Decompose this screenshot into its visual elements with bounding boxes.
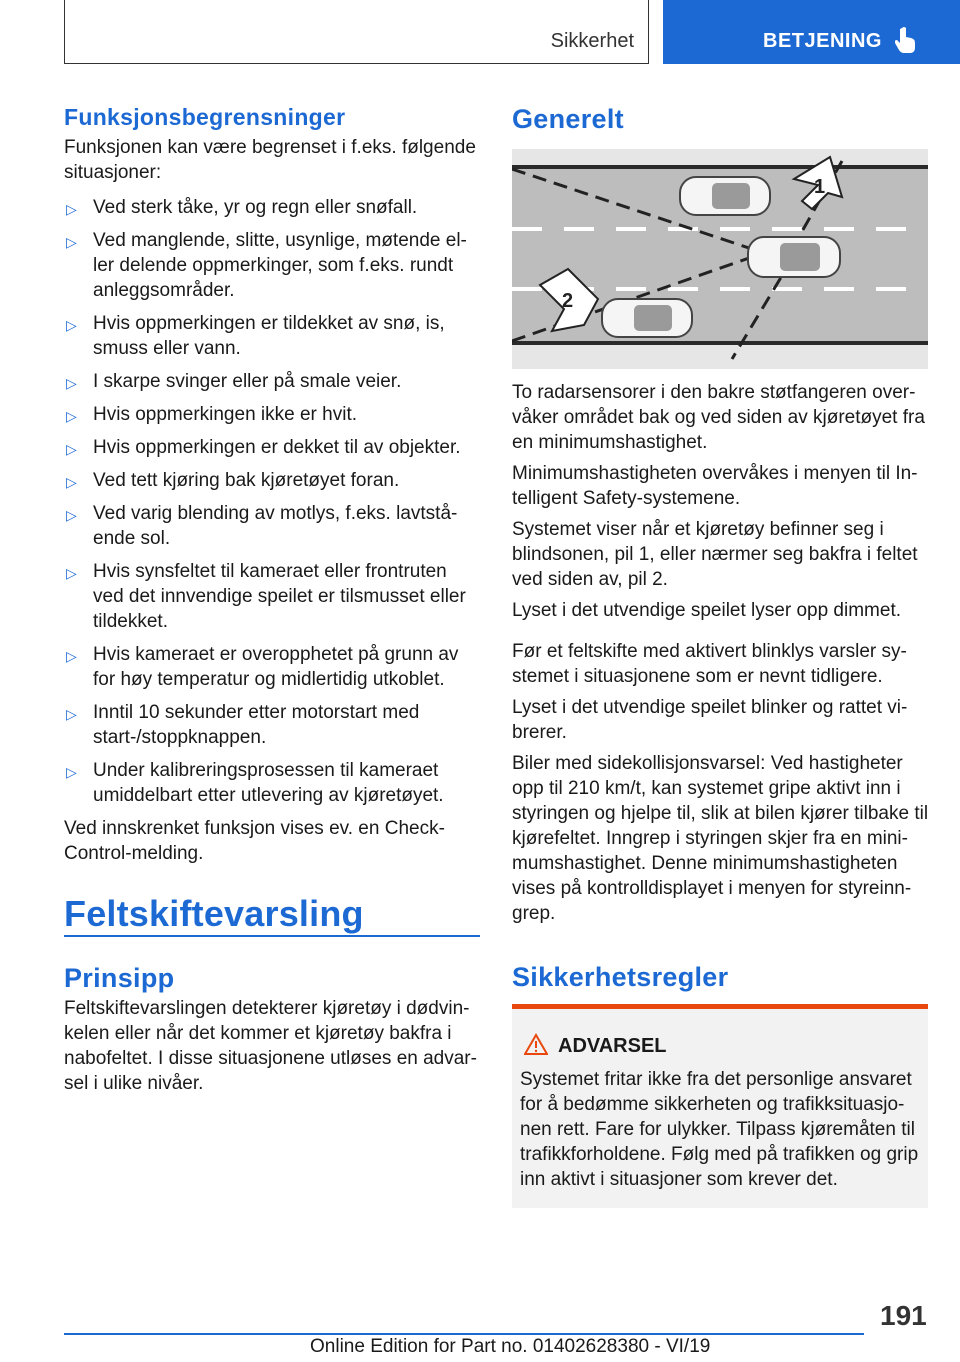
car-top	[680, 177, 770, 215]
paragraph: Lyset i det utvendige speilet lyser opp dimmet.	[512, 600, 901, 621]
list-item-text: Under kalibreringsprosessen til kameraet umiddelbart etter utlevering av kjøretøyet.	[93, 760, 444, 806]
paragraph: Lyset i det utvendige speilet blinker og rattet vi-brerer.	[512, 697, 908, 743]
list-item	[64, 468, 480, 493]
warning-text: Systemet fritar ikke fra det personlige ansvaret for å bedømme sikkerheten og trafikksituasjo-nen rett. Fare for ulykker. Tilpass kjøremåten til trafikkforholdene. Følg med på trafikken og grip inn aktivt i situasjoner som krever det.	[520, 1069, 919, 1190]
list-item	[64, 559, 480, 634]
list-item	[64, 369, 480, 394]
triangle-bullet-icon: ▷	[66, 706, 77, 722]
list-item-text: Ved manglende, slitte, usynlige, møtende el-ler delende oppmerkinger, som f.eks. rundt anleggsområder.	[93, 230, 467, 301]
triangle-bullet-icon: ▷	[66, 234, 77, 250]
list-item	[64, 642, 480, 692]
paragraph: Systemet viser når et kjøretøy befinner seg i blindsonen, pil 1, eller nærmer seg bakfra i feltet ved siden av, pil 2.	[512, 519, 918, 590]
header-section-tab	[64, 0, 649, 64]
heading-rule	[64, 935, 480, 937]
main-heading: Feltskiftevarsling	[64, 893, 364, 934]
list-item	[64, 402, 480, 427]
triangle-bullet-icon: ▷	[66, 408, 77, 424]
triangle-bullet-icon: ▷	[66, 201, 77, 217]
list-item-text: Ved varig blending av motlys, f.eks. lavtstå-ende sol.	[93, 503, 458, 549]
car-bottom	[602, 299, 692, 337]
paragraph: To radarsensorer i den bakre støtfangeren over-våker området bak og ved siden av kjøretøyet fra en minimumshastighet.	[512, 382, 925, 453]
blind-spot-illustration	[512, 149, 928, 369]
list-item	[64, 311, 480, 361]
list-item-text: I skarpe svinger eller på smale veier.	[93, 371, 402, 392]
triangle-bullet-icon: ▷	[66, 474, 77, 490]
triangle-bullet-icon: ▷	[66, 375, 77, 391]
hand-pointer-icon	[895, 26, 917, 54]
list-item	[64, 700, 480, 750]
paragraph: Før et feltskifte med aktivert blinklys varsler sy-stemet i situasjonene som er nevnt tidligere.	[512, 641, 907, 687]
limitations-heading: Funksjonsbegrensninger	[64, 104, 346, 130]
list-item	[64, 501, 480, 551]
car-middle	[748, 237, 840, 277]
principle-heading: Prinsipp	[64, 963, 175, 993]
header-chapter-label: BETJENING	[763, 30, 882, 52]
list-item-text: Hvis oppmerkingen er tildekket av snø, is, smuss eller vann.	[93, 313, 445, 359]
list-item-text: Ved tett kjøring bak kjøretøyet foran.	[93, 470, 400, 491]
list-item-text: Inntil 10 sekunder etter motorstart med start-/stoppknappen.	[93, 702, 420, 748]
warning-box	[512, 1004, 928, 1208]
triangle-bullet-icon: ▷	[66, 648, 77, 664]
general-text	[512, 380, 930, 926]
limitations-list	[64, 195, 480, 808]
list-item-text: Hvis kameraet er overopphetet på grunn av for høy temperatur og midlertidig utkoblet.	[93, 644, 459, 690]
list-item-text: Hvis oppmerkingen ikke er hvit.	[93, 404, 357, 425]
header-section-label: Sikkerhet	[550, 30, 634, 52]
list-item-text: Hvis oppmerkingen er dekket til av objekter.	[93, 437, 461, 458]
limitations-outro: Ved innskrenket funksjon vises ev. en Check-Control-melding.	[64, 818, 445, 864]
page-number: 191	[880, 1300, 927, 1331]
footer-rule	[64, 1333, 864, 1335]
safety-heading: Sikkerhetsregler	[512, 962, 729, 992]
limitations-intro: Funksjonen kan være begrenset i f.eks. følgende situasjoner:	[64, 137, 476, 183]
triangle-bullet-icon: ▷	[66, 565, 77, 581]
list-item	[64, 758, 480, 808]
footer-edition: Online Edition for Part no. 01402628380 - VI/19	[310, 1336, 711, 1357]
list-item	[64, 228, 480, 303]
arrow-1-label: 1	[814, 176, 826, 198]
general-heading: Generelt	[512, 104, 624, 134]
list-item-text: Hvis synsfeltet til kameraet eller frontruten ved det innvendige speilet er tilsmusset eller tildekket.	[93, 561, 466, 632]
principle-section	[64, 963, 480, 1096]
list-item	[64, 435, 480, 460]
warning-triangle-icon	[524, 1033, 548, 1055]
list-item	[64, 195, 480, 220]
triangle-bullet-icon: ▷	[66, 317, 77, 333]
list-item-text: Ved sterk tåke, yr og regn eller snøfall.	[93, 197, 418, 218]
paragraph: Minimumshastigheten overvåkes i menyen til In-telligent Safety-systemene.	[512, 463, 918, 509]
principle-text: Feltskiftevarslingen detekterer kjøretøy i dødvin-kelen eller når det kommer et kjøretøy bakfra i nabofeltet. I disse situasjonene utløses en advar-sel i ulike nivåer.	[64, 998, 477, 1094]
left-column	[64, 104, 480, 866]
arrow-2-label: 2	[562, 290, 574, 312]
header-chapter-tab[interactable]	[663, 0, 960, 64]
triangle-bullet-icon: ▷	[66, 507, 77, 523]
paragraph: Biler med sidekollisjonsvarsel: Ved hastigheter opp til 210 km/t, kan systemet gripe aktivt inn i styringen og hjelpe til, slik at bilen kjører tilbake til kjørefeltet. Inngrep i styringen skjer fra en mini-mumshastighet. Denne minimumshastigheten vises på kontrolldisplayet i menyen for styreinn-grep.	[512, 753, 929, 924]
triangle-bullet-icon: ▷	[66, 764, 77, 780]
triangle-bullet-icon: ▷	[66, 441, 77, 457]
warning-title: ADVARSEL	[558, 1035, 667, 1057]
